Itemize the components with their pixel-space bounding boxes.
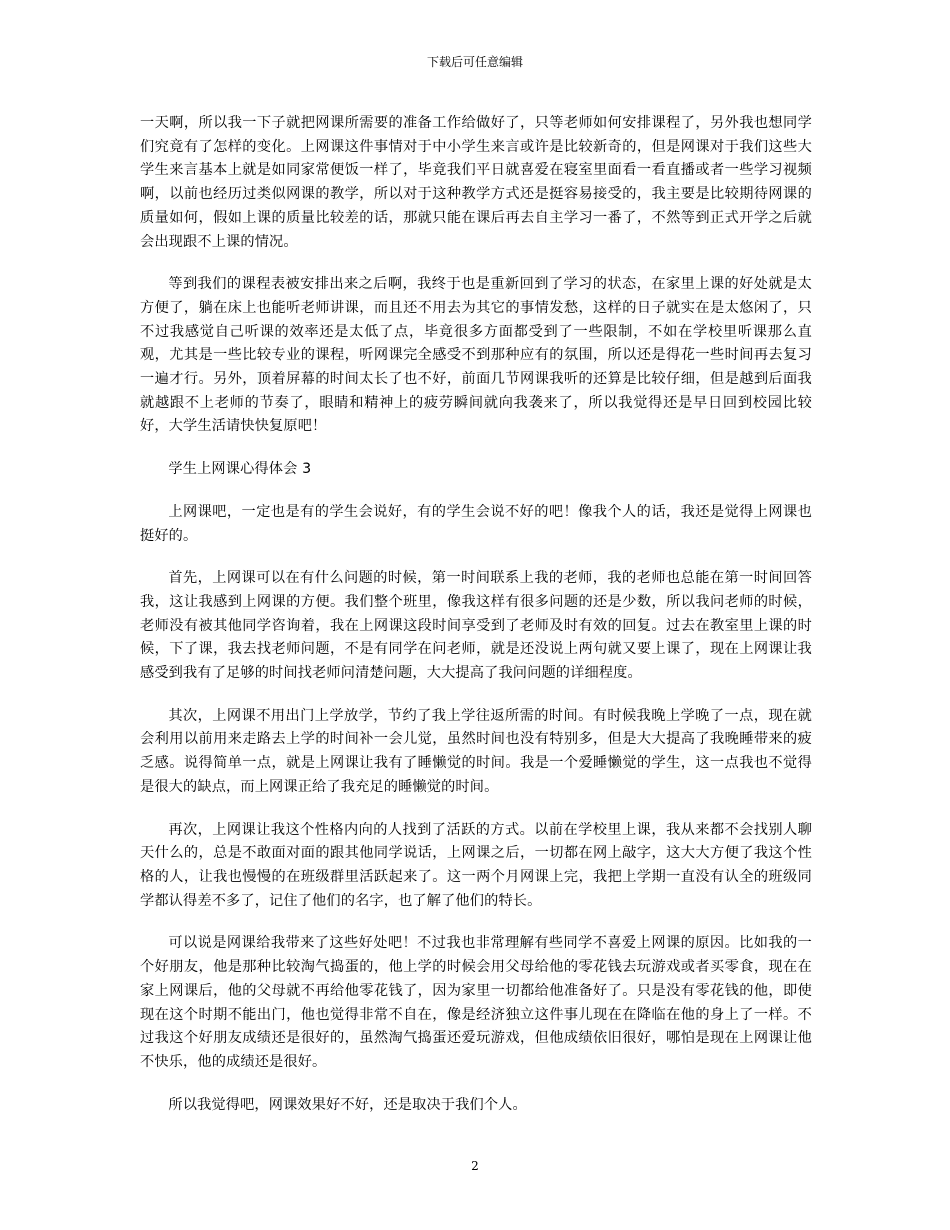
document-body [140,112,812,1136]
paragraph: 其次，上网课不用出门上学放学，节约了我上学往返所需的时间。有时候我晚上学晚了一点，现在就会利用以前用来走路去上学的时间补一会儿觉，虽然时间也没有特别多，但是大大提高了我晚睡带来的疲乏感。说得简单一点，就是上网课让我有了睡懒觉的时间。我是一个爱睡懒觉的学生，这一点我也不觉得是很大的缺点，而上网课正给了我充足的睡懒觉的时间。 [140,707,812,795]
paragraph: 可以说是网课给我带来了这些好处吧！不过我也非常理解有些同学不喜爱上网课的原因。比如我的一个好朋友，他是那种比较淘气捣蛋的，他上学的时候会用父母给他的零花钱去玩游戏或者买零食，现在在家上网课后，他的父母就不再给他零花钱了，因为家里一切都给他准备好了。只是没有零花钱的他，即使现在这个时期不能出门，他也觉得非常不自在，像是经济独立这件事儿现在在降临在他的身上了一样。不过我这个好朋友成绩还是很好的，虽然淘气捣蛋还爱玩游戏，但他成绩依旧很好，哪怕是现在上网课让他不快乐，他的成绩还是很好。 [140,935,812,1070]
paragraph: 所以我觉得吧，网课效果好不好，还是取决于我们个人。 [168,1096,527,1113]
page-header: 下载后可任意编辑 [426,55,523,69]
paragraph-continued: 一天啊，所以我一下子就把网课所需要的准备工作给做好了，只等老师如何安排课程了，另外我也想同学们究竟有了怎样的变化。上网课这件事情对于中小学生来言或许是比较新奇的，但是网课对于我们这些大学生来言基本上就是如同家常便饭一样了，毕竟我们平日就喜爱在寝室里面看一看直播或者一些学习视频啊，以前也经历过类似网课的教学，所以对于这种教学方式还是挺容易接受的，我主要是比较期待网课的质量如何，假如上课的质量比较差的话，那就只能在课后再去自主学习一番了，不然等到正式开学之后就会出现跟不上课的情况。 [140,115,812,250]
paragraph: 再次，上网课让我这个性格内向的人找到了活跃的方式。以前在学校里上课，我从来都不会找别人聊天什么的，总是不敢面对面的跟其他同学说话，上网课之后，一切都在网上敲字，这大大方便了我这个性格的人，让我也慢慢的在班级群里活跃起来了。这一两个月网课上完，我把上学期一直没有认全的班级同学都认得差不多了，记住了他们的名字，也了解了他们的特长。 [140,821,812,909]
section-title: 学生上网课心得体会 3 [168,461,312,478]
paragraph: 首先，上网课可以在有什么问题的时候，第一时间联系上我的老师，我的老师也总能在第一时间回答我，这让我感到上网课的方便。我们整个班里，像我这样有很多问题的还是少数，所以我问老师的时候，老师没有被其他同学咨询着，我在上网课这段时间享受到了老师及时有效的回复。过去在教室里上课的时候，下了课，我去找老师问题，不是有同学在问老师，就是还没说上两句就又要上课了，现在上网课让我感受到我有了足够的时间找老师问清楚问题，大大提高了我问问题的详细程度。 [140,570,812,682]
page-number: 2 [471,1159,479,1173]
paragraph: 等到我们的课程表被安排出来之后啊，我终于也是重新回到了学习的状态，在家里上课的好处就是太方便了，躺在床上也能听老师讲课，而且还不用去为其它的事情发愁，这样的日子就实在是太悠闲了，只不过我感觉自己听课的效率还是太低了点，毕竟很多方面都受到了一些限制，不如在学校里听课那么直观，尤其是一些比较专业的课程，听网课完全感受不到那种应有的氛围，所以还是得花一些时间再去复习一遍才行。另外，顶着屏幕的时间太长了也不好，前面几节网课我听的还算是比较仔细，但是越到后面我就越跟不上老师的节奏了，眼睛和精神上的疲劳瞬间就向我袭来了，所以我觉得还是早日回到校园比较好，大学生活请快快复原吧！ [140,276,812,435]
paragraph: 上网课吧，一定也是有的学生会说好，有的学生会说不好的吧！像我个人的话，我还是觉得上网课也挺好的。 [140,503,812,544]
